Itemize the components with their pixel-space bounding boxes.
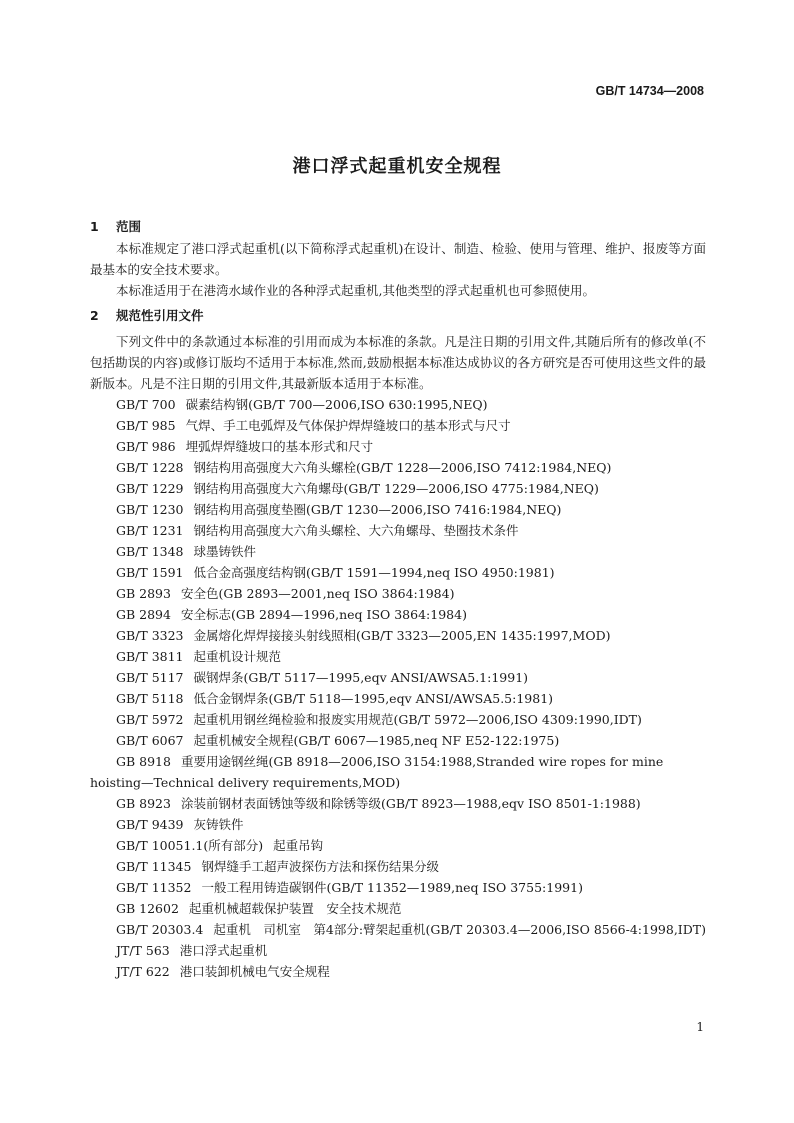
reference-title: 碳素结构钢(GB/T 700—2006,ISO 630:1995,NEQ) [185, 397, 488, 412]
scope-paragraph-2: 本标准适用于在港湾水域作业的各种浮式起重机,其他类型的浮式起重机也可参照使用。 [116, 283, 595, 298]
reference-code: JT/T 622 [116, 964, 170, 979]
reference-code: GB/T 20303.4 [116, 922, 204, 937]
reference-item [90, 583, 706, 604]
reference-title: 起重机械超载保护装置 安全技术规范 [188, 901, 402, 916]
reference-item [90, 814, 706, 835]
reference-code: GB/T 5118 [116, 691, 184, 706]
reference-code: GB/T 11345 [116, 859, 192, 874]
section-1-title: 范围 [116, 219, 142, 234]
reference-title: 钢结构用高强度大六角头螺栓、大六角螺母、垫圈技术条件 [193, 523, 519, 538]
reference-title: 起重机 司机室 第4部分:臂架起重机(GB/T 20303.4—2006,ISO 8566-4:1998,IDT) [213, 922, 706, 937]
reference-title: 安全标志(GB 2894—1996,neq ISO 3864:1984) [180, 607, 467, 622]
reference-code: GB 2894 [116, 607, 171, 622]
reference-code: GB/T 10051.1(所有部分) [116, 838, 264, 853]
reference-title: 低合金钢焊条(GB/T 5118—1995,eqv ANSI/AWSA5.5:1981) [193, 691, 554, 706]
section-2-heading [90, 305, 706, 331]
reference-code: GB 8918 [116, 754, 171, 769]
reference-code: GB/T 1231 [116, 523, 184, 538]
reference-title: 钢结构用高强度大六角头螺栓(GB/T 1228—2006,ISO 7412:1984,NEQ) [193, 460, 612, 475]
section-1-number: 1 [90, 219, 99, 234]
reference-item [90, 457, 706, 478]
reference-list [90, 394, 706, 982]
reference-item [90, 751, 706, 793]
document-title: 港口浮式起重机安全规程 [292, 156, 502, 177]
reference-code: GB/T 3323 [116, 628, 184, 643]
reference-code: GB/T 1591 [116, 565, 184, 580]
reference-item [90, 436, 706, 457]
reference-title: 金属熔化焊焊接接头射线照相(GB/T 3323—2005,EN 1435:1997,MOD) [193, 628, 611, 643]
reference-item [90, 499, 706, 520]
reference-item [90, 688, 706, 709]
reference-title: 起重机设计规范 [193, 649, 282, 664]
reference-title: 钢结构用高强度大六角螺母(GB/T 1229—2006,ISO 4775:1984,NEQ) [193, 481, 599, 496]
document-body [90, 216, 706, 982]
reference-title: 低合金高强度结构钢(GB/T 1591—1994,neq ISO 4950:1981) [193, 565, 555, 580]
reference-code: GB/T 1228 [116, 460, 184, 475]
reference-item [90, 877, 706, 898]
reference-title: 重要用途钢丝绳(GB 8918—2006,ISO 3154:1988,Stranded wire ropes for mine hoisting—Technical delivery requirements,MOD) [90, 754, 664, 790]
reference-code: JT/T 563 [116, 943, 170, 958]
reference-item [90, 625, 706, 646]
reference-code: GB 2893 [116, 586, 171, 601]
reference-item [90, 730, 706, 751]
reference-code: GB/T 700 [116, 397, 176, 412]
reference-item [90, 856, 706, 877]
reference-item [90, 919, 706, 940]
reference-item [90, 646, 706, 667]
reference-item [90, 898, 706, 919]
reference-title: 港口浮式起重机 [179, 943, 268, 958]
reference-item [90, 520, 706, 541]
reference-title: 起重吊钩 [273, 838, 324, 853]
reference-title: 球墨铸铁件 [193, 544, 257, 559]
reference-item [90, 415, 706, 436]
reference-title: 碳钢焊条(GB/T 5117—1995,eqv ANSI/AWSA5.1:1991) [193, 670, 529, 685]
reference-item [90, 709, 706, 730]
reference-item [90, 541, 706, 562]
reference-item [90, 793, 706, 814]
reference-title: 灰铸铁件 [193, 817, 244, 832]
reference-title: 钢焊缝手工超声波探伤方法和探伤结果分级 [201, 859, 439, 874]
reference-code: GB/T 1348 [116, 544, 184, 559]
reference-code: GB 8923 [116, 796, 171, 811]
scope-paragraph-1: 本标准规定了港口浮式起重机(以下简称浮式起重机)在设计、制造、检验、使用与管理、维护、报废等方面最基本的安全技术要求。 [90, 241, 706, 277]
reference-code: GB/T 1229 [116, 481, 184, 496]
reference-code: GB/T 5117 [116, 670, 184, 685]
reference-title: 钢结构用高强度垫圈(GB/T 1230—2006,ISO 7416:1984,NEQ) [193, 502, 562, 517]
reference-item [90, 940, 706, 961]
reference-title: 气焊、手工电弧焊及气体保护焊焊缝坡口的基本形式与尺寸 [185, 418, 511, 433]
reference-item [90, 394, 706, 415]
page-number: 1 [696, 1020, 704, 1034]
section-2-title: 规范性引用文件 [116, 308, 204, 323]
reference-item [90, 667, 706, 688]
reference-code: GB/T 5972 [116, 712, 184, 727]
reference-item [90, 835, 706, 856]
reference-item [90, 604, 706, 625]
reference-item [90, 478, 706, 499]
reference-title: 起重机用钢丝绳检验和报废实用规范(GB/T 5972—2006,ISO 4309:1990,IDT) [193, 712, 642, 727]
reference-title: 埋弧焊焊缝坡口的基本形式和尺寸 [185, 439, 374, 454]
reference-item [90, 961, 706, 982]
references-intro: 下列文件中的条款通过本标准的引用而成为本标准的条款。凡是注日期的引用文件,其随后所有的修改单(不包括勘误的内容)或修订版均不适用于本标准,然而,鼓励根据本标准达成协议的各方研究是否可使用这些文件的最新版本。凡是不注日期的引用文件,其最新版本适用于本标准。 [90, 334, 706, 391]
reference-code: GB/T 3811 [116, 649, 184, 664]
reference-code: GB/T 985 [116, 418, 176, 433]
reference-code: GB/T 11352 [116, 880, 192, 895]
reference-title: 涂装前钢材表面锈蚀等级和除锈等级(GB/T 8923—1988,eqv ISO 8501-1:1988) [180, 796, 641, 811]
reference-title: 起重机械安全规程(GB/T 6067—1985,neq NF E52-122:1975) [193, 733, 560, 748]
reference-code: GB/T 986 [116, 439, 176, 454]
reference-title: 一般工程用铸造碳钢件(GB/T 11352—1989,neq ISO 3755:1991) [201, 880, 583, 895]
standard-number: GB/T 14734—2008 [595, 84, 704, 98]
reference-code: GB/T 9439 [116, 817, 184, 832]
reference-title: 港口装卸机械电气安全规程 [179, 964, 330, 979]
reference-code: GB 12602 [116, 901, 179, 916]
reference-code: GB/T 1230 [116, 502, 184, 517]
reference-title: 安全色(GB 2893—2001,neq ISO 3864:1984) [180, 586, 455, 601]
section-1-heading [90, 216, 706, 238]
reference-item [90, 562, 706, 583]
section-2-number: 2 [90, 308, 99, 323]
reference-code: GB/T 6067 [116, 733, 184, 748]
